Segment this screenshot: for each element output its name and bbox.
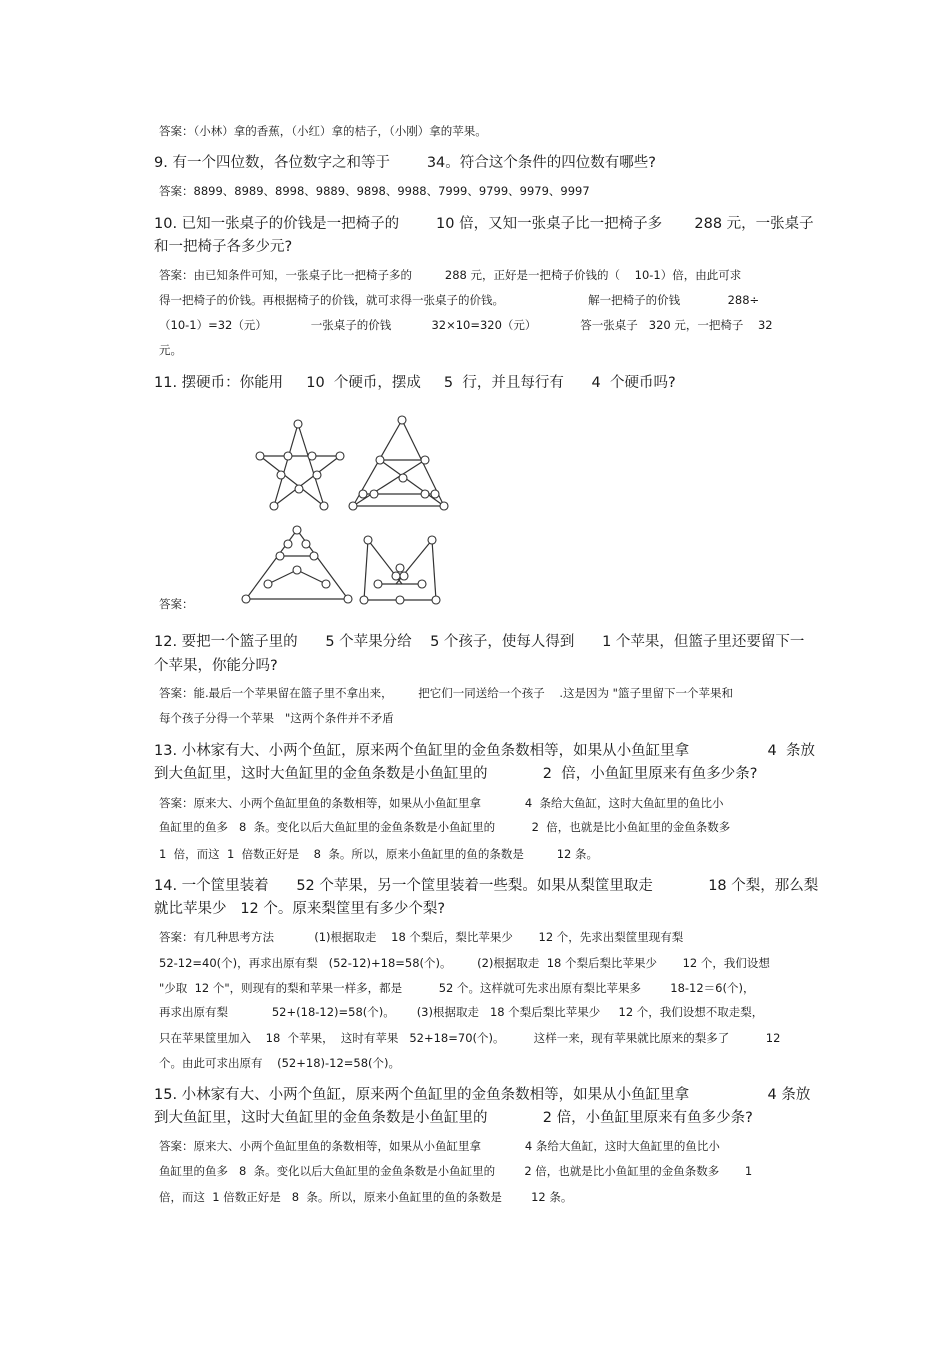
answer-15-line-3: 倍，而这 1 倍数正好是 8 条。所以，原来小鱼缸里的鱼的条数是 12 条。 [159, 1190, 573, 1204]
answer-14-line-5: 只在苹果筐里加入 18 个苹果， 这时有苹果 52+18=70(个)。 这样一来，现有苹果就比原来的梨多了 12 [159, 1031, 781, 1045]
answer-10-line-2: 得一把椅子的价钱。再根据椅子的价钱，就可求得一张桌子的价钱。 解一把椅子的价钱 288÷ [159, 293, 760, 307]
answer-11: 答案： [159, 597, 194, 611]
coin-star-figure [250, 412, 350, 522]
answer-9: 答案：8899、8989、8998、9889、9898、9988、7999、9799、9979、9997 [159, 184, 590, 198]
answer-12-line-1: 答案：能.最后一个苹果留在篮子里不拿出来， 把它们一同送给一个孩子 .这是因为 "篮子里留下一个苹果和 [159, 686, 733, 700]
coin-cross-figure [356, 532, 444, 610]
question-15-line-2: 到大鱼缸里，这时大鱼缸里的金鱼条数是小鱼缸里的 2 倍，小鱼缸里原来有鱼多少条? [154, 1110, 753, 1126]
answer-12-line-2: 每个孩子分得一个苹果 "这两个条件并不矛盾 [159, 711, 394, 725]
question-14-line-2: 就比苹果少 12 个。原来梨筐里有多少个梨? [154, 901, 446, 917]
answer-10-line-4: 元。 [159, 343, 182, 357]
question-15-line-1: 15. 小林家有大、小两个鱼缸，原来两个鱼缸里的金鱼条数相等，如果从小鱼缸里拿 4 条放 [154, 1087, 811, 1103]
answer-15-line-2: 鱼缸里的鱼多 8 条。变化以后大鱼缸里的金鱼条数是小鱼缸里的 2 倍，也就是比小鱼缸里的金鱼条数多 1 [159, 1164, 753, 1178]
question-10-line-2: 和一把椅子各多少元? [154, 239, 293, 255]
answer-13-line-2: 鱼缸里的鱼多 8 条。变化以后大鱼缸里的金鱼条数是小鱼缸里的 2 倍，也就是比小鱼缸里的金鱼条数多 [159, 820, 731, 834]
answer-10-line-3: （10-1）=32（元） 一张桌子的价钱 32×10=320（元） 答一张桌子 320 元，一把椅子 32 [159, 318, 773, 332]
answer-14-line-4: 再求出原有梨 52+(18-12)=58(个)。 (3)根据取走 18 个梨后梨比苹果少 12 个，我们设想不取走梨， [159, 1005, 764, 1019]
question-12-line-2: 个苹果，你能分吗? [154, 658, 278, 674]
question-11: 11. 摆硬币：你能用 10 个硬币，摆成 5 行，并且每行有 4 个硬币吗? [154, 375, 676, 391]
answer-8: 答案：（小林）拿的香蕉，（小红）拿的桔子，（小刚）拿的苹果。 [159, 124, 487, 138]
question-9: 9. 有一个四位数，各位数字之和等于 34。符合这个条件的四位数有哪些? [154, 155, 656, 171]
answer-14-line-2: 52-12=40(个)，再求出原有梨 (52-12)+18=58(个)。 (2)根据取走 18 个梨后梨比苹果少 12 个，我们设想 [159, 956, 770, 970]
question-10-line-1: 10. 已知一张桌子的价钱是一把椅子的 10 倍，又知一张桌子比一把椅子多 288 元，一张桌子 [154, 216, 814, 232]
coin-double-triangle-figure [238, 522, 358, 607]
answer-13-line-1: 答案：原来大、小两个鱼缸里鱼的条数相等，如果从小鱼缸里拿 4 条给大鱼缸，这时大鱼缸里的鱼比小 [159, 796, 724, 810]
coin-triangle-figure [343, 408, 453, 518]
answer-10-line-1: 答案：由已知条件可知，一张桌子比一把椅子多的 288 元，正好是一把椅子价钱的（ 10-1）倍，由此可求 [159, 268, 742, 282]
question-12-line-1: 12. 要把一个篮子里的 5 个苹果分给 5 个孩子，使每人得到 1 个苹果，但篮子里还要留下一 [154, 634, 805, 650]
question-14-line-1: 14. 一个筐里装着 52 个苹果，另一个筐里装着一些梨。如果从梨筐里取走 18 个梨，那么梨 [154, 878, 819, 894]
answer-14-line-6: 个。由此可求出原有 (52+18)-12=58(个)。 [159, 1056, 401, 1070]
question-13-line-2: 到大鱼缸里，这时大鱼缸里的金鱼条数是小鱼缸里的 2 倍，小鱼缸里原来有鱼多少条? [154, 766, 758, 782]
answer-14-line-3: "少取 12 个"，则现有的梨和苹果一样多，都是 52 个。这样就可先求出原有梨比苹果多 18-12＝6(个)， [159, 981, 755, 995]
question-13-line-1: 13. 小林家有大、小两个鱼缸，原来两个鱼缸里的金鱼条数相等，如果从小鱼缸里拿 4 条放 [154, 743, 815, 759]
answer-13-line-3: 1 倍，而这 1 倍数正好是 8 条。所以，原来小鱼缸里的鱼的条数是 12 条。 [159, 847, 599, 861]
answer-14-line-1: 答案：有几种思考方法 (1)根据取走 18 个梨后，梨比苹果少 12 个，先求出梨筐里现有梨 [159, 930, 684, 944]
answer-15-line-1: 答案：原来大、小两个鱼缸里鱼的条数相等，如果从小鱼缸里拿 4 条给大鱼缸，这时大鱼缸里的鱼比小 [159, 1139, 720, 1153]
